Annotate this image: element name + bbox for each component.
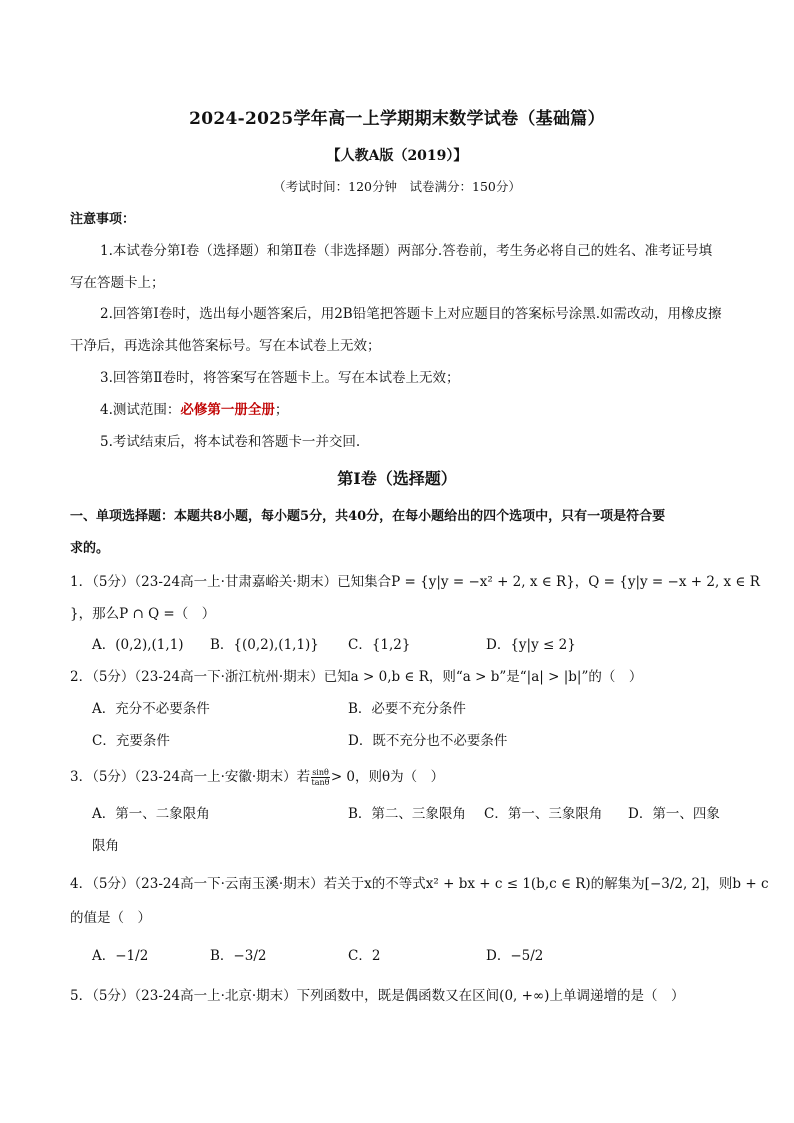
exam-title: 2024-2025学年高一上学期期末数学试卷（基础篇） bbox=[189, 109, 605, 129]
notice-item-2-line-2: 干净后，再选涂其他答案标号。写在本试卷上无效； bbox=[70, 338, 381, 354]
question-5-stem: 5．（5分）（23-24高一上·北京·期末）下列函数中，既是偶函数又在区间(0, +∞)上单调递增的是（ ） bbox=[70, 988, 685, 1004]
question-1-stem-line-1: 1．（5分）（23-24高一上·甘肃嘉峪关·期末）已知集合P = {y|y = −x² + 2, x ∈ R}，Q = {y|y = −x + 2, x ∈ R bbox=[70, 574, 760, 590]
question-3-option-a: A．第一、二象限角 bbox=[92, 806, 210, 822]
question-2-stem: 2．（5分）（23-24高一下·浙江杭州·期末）已知a > 0,b ∈ R，则“a > b”是“|a| > |b|”的（ ） bbox=[70, 669, 643, 685]
question-4-option-c: C．2 bbox=[348, 948, 381, 964]
notice-item-4-suffix: ； bbox=[274, 402, 289, 418]
question-4-option-a: A．−1/2 bbox=[92, 948, 149, 964]
exam-meta: （考试时间：120分钟 试卷满分：150分） bbox=[273, 179, 521, 194]
question-2-option-c: C．充要条件 bbox=[92, 733, 170, 749]
notice-heading: 注意事项： bbox=[70, 212, 136, 227]
question-1-option-c: C．{1,2} bbox=[348, 637, 411, 653]
notice-item-3: 3.回答第Ⅱ卷时，将答案写在答题卡上。写在本试卷上无效； bbox=[100, 370, 460, 386]
question-3-option-c: C．第一、三象限角 bbox=[484, 806, 603, 822]
question-3-option-d-continued: 限角 bbox=[92, 838, 119, 854]
question-1-option-b: B．{(0,2),(1,1)} bbox=[210, 637, 319, 653]
notice-item-1-line-1: 1.本试卷分第Ⅰ卷（选择题）和第Ⅱ卷（非选择题）两部分.答卷前，考生务必将自己的姓名、准考证号填 bbox=[100, 243, 713, 259]
notice-item-1-line-2: 写在答题卡上； bbox=[70, 275, 165, 291]
question-3-option-d: D．第一、四象 bbox=[628, 806, 720, 822]
question-3-option-b: B．第二、三象限角 bbox=[348, 806, 466, 822]
question-3-prefix: 3．（5分）（23-24高一上·安徽·期末）若 bbox=[70, 769, 311, 785]
question-3-stem bbox=[70, 765, 444, 787]
question-4-option-b: B．−3/2 bbox=[210, 948, 267, 964]
question-1-option-a: A．(0,2),(1,1) bbox=[92, 637, 184, 653]
notice-item-4-prefix: 4.测试范围： bbox=[100, 402, 181, 418]
notice-item-4 bbox=[100, 398, 288, 418]
notice-item-5: 5.考试结束后，将本试卷和答题卡一并交回. bbox=[100, 434, 361, 450]
question-3-suffix: > 0，则θ为（ ） bbox=[330, 769, 445, 785]
notice-item-2-line-1: 2.回答第Ⅰ卷时，选出每小题答案后，用2B铅笔把答题卡上对应题目的答案标号涂黑.如需改动，用橡皮擦 bbox=[100, 306, 722, 322]
section-title: 第I卷（选择题） bbox=[337, 469, 457, 488]
question-1-option-d: D．{y|y ≤ 2} bbox=[486, 637, 576, 653]
question-4-stem-line-2: 的值是（ ） bbox=[70, 910, 151, 926]
question-2-option-d: D．既不充分也不必要条件 bbox=[348, 733, 508, 749]
test-scope-highlight: 必修第一册全册 bbox=[180, 402, 275, 418]
question-3-fraction-numerator: sinθ bbox=[312, 768, 329, 777]
question-3-fraction-denominator: tanθ bbox=[311, 778, 330, 787]
question-4-option-d: D．−5/2 bbox=[486, 948, 544, 964]
question-2-option-a: A．充分不必要条件 bbox=[92, 701, 210, 717]
question-3-fraction bbox=[311, 768, 330, 787]
question-4-stem-line-1: 4．（5分）（23-24高一下·云南玉溪·期末）若关于x的不等式x² + bx + c ≤ 1(b,c ∈ R)的解集为[−3/2, 2]，则b + c bbox=[70, 876, 769, 892]
question-2-option-b: B．必要不充分条件 bbox=[348, 701, 466, 717]
section-instruction-line-1: 一、单项选择题：本题共8小题，每小题5分，共40分，在每小题给出的四个选项中，只有一项是符合要 bbox=[70, 509, 666, 524]
question-1-stem-line-2: }，那么P ∩ Q =（ ） bbox=[70, 606, 216, 622]
exam-edition: 【人教A版（2019）】 bbox=[326, 148, 468, 164]
section-instruction-line-2: 求的。 bbox=[70, 541, 110, 556]
